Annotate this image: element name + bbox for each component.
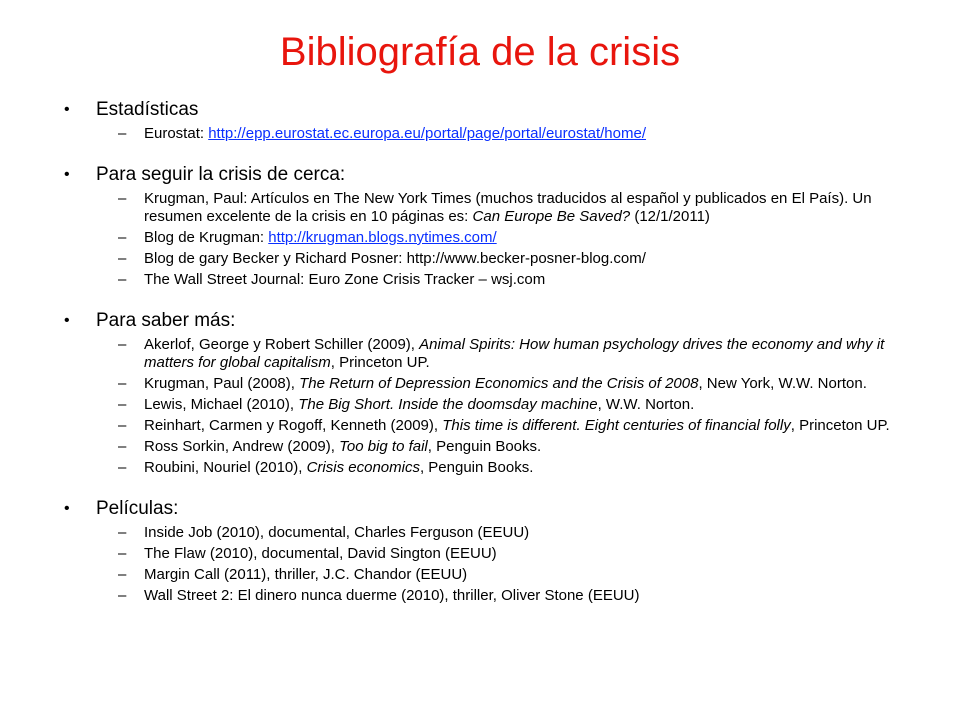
reference-title: The Big Short. Inside the doomsday machine (298, 396, 598, 413)
reference-title: The Return of Depression Economics and the Crisis of 2008 (299, 375, 699, 392)
reference-item (64, 250, 924, 268)
dash-icon: – (118, 190, 127, 207)
slide-title: Bibliografía de la crisis (279, 30, 681, 74)
reference-text: Ross Sorkin, Andrew (2009), (144, 438, 340, 455)
reference-item (64, 438, 924, 456)
reference-text: , New York, W.W. Norton. (698, 375, 867, 392)
section-heading-text: Para saber más: (96, 310, 236, 331)
section (64, 162, 924, 289)
reference-item (64, 459, 924, 477)
dash-icon: – (118, 250, 127, 267)
reference-item (64, 190, 924, 226)
dash-icon: – (118, 438, 127, 455)
section-heading-text: Para seguir la crisis de cerca: (96, 164, 346, 185)
reference-text: The Flaw (2010), documental, David Sington (EEUU) (144, 545, 497, 562)
reference-text: , Penguin Books. (427, 438, 542, 455)
reference-text: Eurostat: (144, 125, 209, 142)
reference-item (64, 336, 924, 372)
reference-title: Crisis economics (306, 459, 420, 476)
section-heading (64, 496, 924, 522)
reference-text: Margin Call (2011), thriller, J.C. Chandor (EEUU) (144, 566, 468, 583)
reference-item (64, 271, 924, 289)
bibliography-list (64, 93, 924, 608)
reference-item (64, 545, 924, 563)
section-heading (64, 162, 924, 188)
reference-text: Blog de Krugman: (144, 229, 269, 246)
section (64, 97, 924, 143)
reference-item (64, 417, 924, 435)
reference-item (64, 396, 924, 414)
reference-title: Too big to fail (339, 438, 428, 455)
reference-item (64, 566, 924, 584)
reference-text: Lewis, Michael (2010), (144, 396, 299, 413)
reference-text: The Wall Street Journal: Euro Zone Crisis Tracker – wsj.com (144, 271, 546, 288)
dash-icon: – (118, 417, 127, 434)
dash-icon: – (118, 524, 127, 541)
dash-icon: – (118, 336, 127, 353)
bullet-icon: • (64, 312, 70, 329)
reference-item (64, 125, 924, 143)
reference-text: Akerlof, George y Robert Schiller (2009), (144, 336, 420, 353)
reference-item (64, 587, 924, 605)
reference-link[interactable]: http://krugman.blogs.nytimes.com/ (268, 229, 497, 246)
section (64, 496, 924, 605)
dash-icon: – (118, 396, 127, 413)
reference-item (64, 375, 924, 393)
reference-text: Reinhart, Carmen y Rogoff, Kenneth (2009), (144, 417, 443, 434)
reference-text: Krugman, Paul: Artículos en The New York Times (muchos traducidos al español y publicados en El País). Un resumen excelente de la crisis en 10 páginas es: (144, 190, 872, 225)
dash-icon: – (118, 125, 127, 142)
dash-icon: – (118, 545, 127, 562)
reference-text: Inside Job (2010), documental, Charles Ferguson (EEUU) (144, 524, 530, 541)
bullet-icon: • (64, 500, 70, 517)
reference-text: , Penguin Books. (419, 459, 534, 476)
dash-icon: – (118, 229, 127, 246)
reference-link[interactable]: http://epp.eurostat.ec.europa.eu/portal/page/portal/eurostat/home/ (208, 125, 646, 142)
reference-item (64, 229, 924, 247)
reference-item (64, 524, 924, 542)
reference-text: Blog de gary Becker y Richard Posner: http://www.becker-posner-blog.com/ (144, 250, 646, 267)
section-heading-text: Estadísticas (96, 99, 199, 120)
section (64, 308, 924, 477)
section-heading-text: Películas: (96, 498, 179, 519)
dash-icon: – (118, 566, 127, 583)
reference-text: , Princeton UP. (330, 354, 430, 371)
dash-icon: – (118, 587, 127, 604)
reference-text: (12/1/2011) (630, 208, 710, 225)
reference-text: , W.W. Norton. (597, 396, 695, 413)
dash-icon: – (118, 459, 127, 476)
reference-text: , Princeton UP. (790, 417, 890, 434)
reference-text: Roubini, Nouriel (2010), (144, 459, 307, 476)
reference-title: This time is different. Eight centuries of financial folly (442, 417, 791, 434)
reference-title: Can Europe Be Saved? (472, 208, 631, 225)
section-heading (64, 308, 924, 334)
reference-text: Krugman, Paul (2008), (144, 375, 300, 392)
bullet-icon: • (64, 101, 70, 118)
reference-title: Animal Spirits: How human psychology drives the economy and why it matters for global capitalism (144, 336, 885, 371)
bullet-icon: • (64, 166, 70, 183)
dash-icon: – (118, 271, 127, 288)
dash-icon: – (118, 375, 127, 392)
reference-text: Wall Street 2: El dinero nunca duerme (2010), thriller, Oliver Stone (EEUU) (144, 587, 640, 604)
section-heading (64, 97, 924, 123)
